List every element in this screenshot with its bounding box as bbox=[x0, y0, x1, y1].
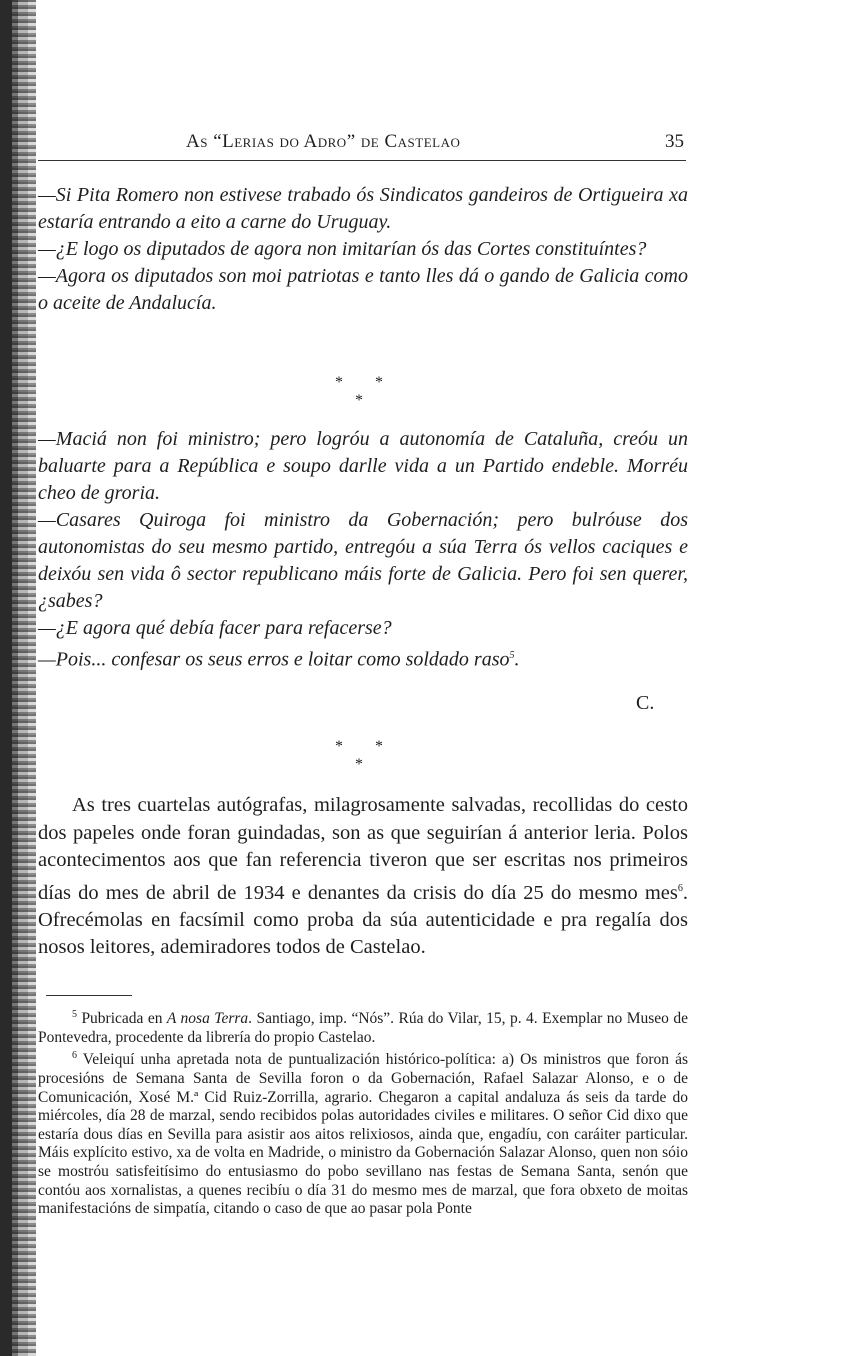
footnote-rule bbox=[46, 995, 132, 996]
dialogue-line: —¿E logo os diputados de agora non imitarían ós das Cortes constituíntes? bbox=[38, 238, 647, 260]
body-text-part1: As tres cuartelas autógrafas, milagrosamente salvadas, recollidas do cesto dos papeles onde foran guindadas, son as que seguirían á anterior leria. Polos acontecimentos aos que fan referencia tiveron que ser escritas nos primeiros días do mes de abril de 1934 e denantes da crisis do día 25 do mesmo mes bbox=[38, 794, 688, 904]
section-separator-2: * * * bbox=[335, 738, 397, 773]
dialogue-block-2 bbox=[38, 426, 688, 674]
running-header bbox=[38, 128, 686, 161]
dialogue-block-1 bbox=[38, 182, 688, 317]
footnote-6-text: Veleiquí unha apretada nota de puntualización histórico-política: a) Os ministros que foron ás procesións de Semana Santa de Sevilla foron o da Gobernación, Rafael Salazar Alonso, e o de Comunicación, Xosé M.ª Cid Ruiz-Zorrilla, agrario. Chegaron a capital andaluza ás seis da tarde do miércoles, día 28 de marzal, sendo recibidos polas autoridades civiles e militares. O señor Cid dixo que estaría dous días en Sevilla para asistir aos aitos relixiosos, ainda que, engadíu, con caráiter particular. Máis explícito estivo, xa de volta en Madride, o ministro da Gobernación Salazar Alonso, quen non sóio se mostróu satisfeitísimo do entusiasmo do pobo sevillano nas festas de Semana Santa, senón que contóu aos xornalistas, a quenes recibíu o día 31 do mesmo mes de marzal, que fora obxeto de moitas manifestacións de simpatía, citando o caso de que ao pasar pola Ponte bbox=[38, 1051, 688, 1218]
dialogue-line: —Pois... confesar os seus erros e loitar como soldado raso$^5$. bbox=[38, 648, 520, 671]
footnote-mark-5: 5 bbox=[72, 1009, 77, 1020]
dialogue-last-text: —Pois... confesar os seus erros e loitar como soldado raso bbox=[38, 648, 510, 671]
footnote-5-pre: Pubricada en bbox=[81, 1010, 167, 1028]
footnote-5-title: A nosa Terra bbox=[166, 1010, 249, 1028]
dialogue-line: —Agora os diputados son moi patriotas e tanto lles dá o gando de Galicia como o aceite de Andalucía. bbox=[38, 265, 688, 314]
footnotes bbox=[38, 1006, 688, 1219]
footnote-5 bbox=[38, 1006, 688, 1047]
page-number: 35 bbox=[665, 131, 684, 152]
signature: C. bbox=[636, 692, 655, 714]
footnote-mark-6: 6 bbox=[72, 1050, 77, 1062]
section-separator: * * * bbox=[335, 374, 397, 409]
body-text-part2: . Ofrecémolas en facsímil como proba da súa autenticidade e pra regalía dos nosos leitores, ademiradores todos de Castelao. bbox=[38, 881, 688, 959]
footnote-6 bbox=[38, 1047, 688, 1219]
dialogue-line: —Casares Quiroga foi ministro da Gobernación; pero bulróuse dos autonomistas do seu mesmo partido, entregóu a súa Terra ós vellos caciques e deixóu sen vida ô sector republicano máis forte de Galicia. Pero foi sen querer, ¿sabes? bbox=[38, 509, 688, 612]
dialogue-line: —¿E agora qué debía facer para refacerse? bbox=[38, 617, 392, 639]
dialogue-line: —Si Pita Romero non estivese trabado ós Sindicatos gandeiros de Ortigueira xa estaría entrando a eito a carne do Uruguay. bbox=[38, 184, 688, 233]
footnote-ref-5: 5 bbox=[509, 650, 515, 661]
body-paragraph-text bbox=[38, 792, 688, 962]
dialogue-line: —Maciá non foi ministro; pero logróu a autonomía de Cataluña, creóu un baluarte para a República e soupo darlle vida a un Partido endeble. Morréu cheo de groria. bbox=[38, 428, 688, 504]
footnote-ref-6: 6 bbox=[677, 882, 683, 894]
book-binding-shadow bbox=[0, 0, 12, 1356]
header-title: As “Lerias do Adro” de Castelao bbox=[186, 131, 461, 152]
body-paragraph bbox=[38, 792, 688, 962]
footnote-5-post: . Santiago, imp. “Nós”. Rúa do Vilar, 15, p. 4. Exemplar no Museo de Pontevedra, procedente da librería do propio Castelao. bbox=[38, 1010, 688, 1046]
